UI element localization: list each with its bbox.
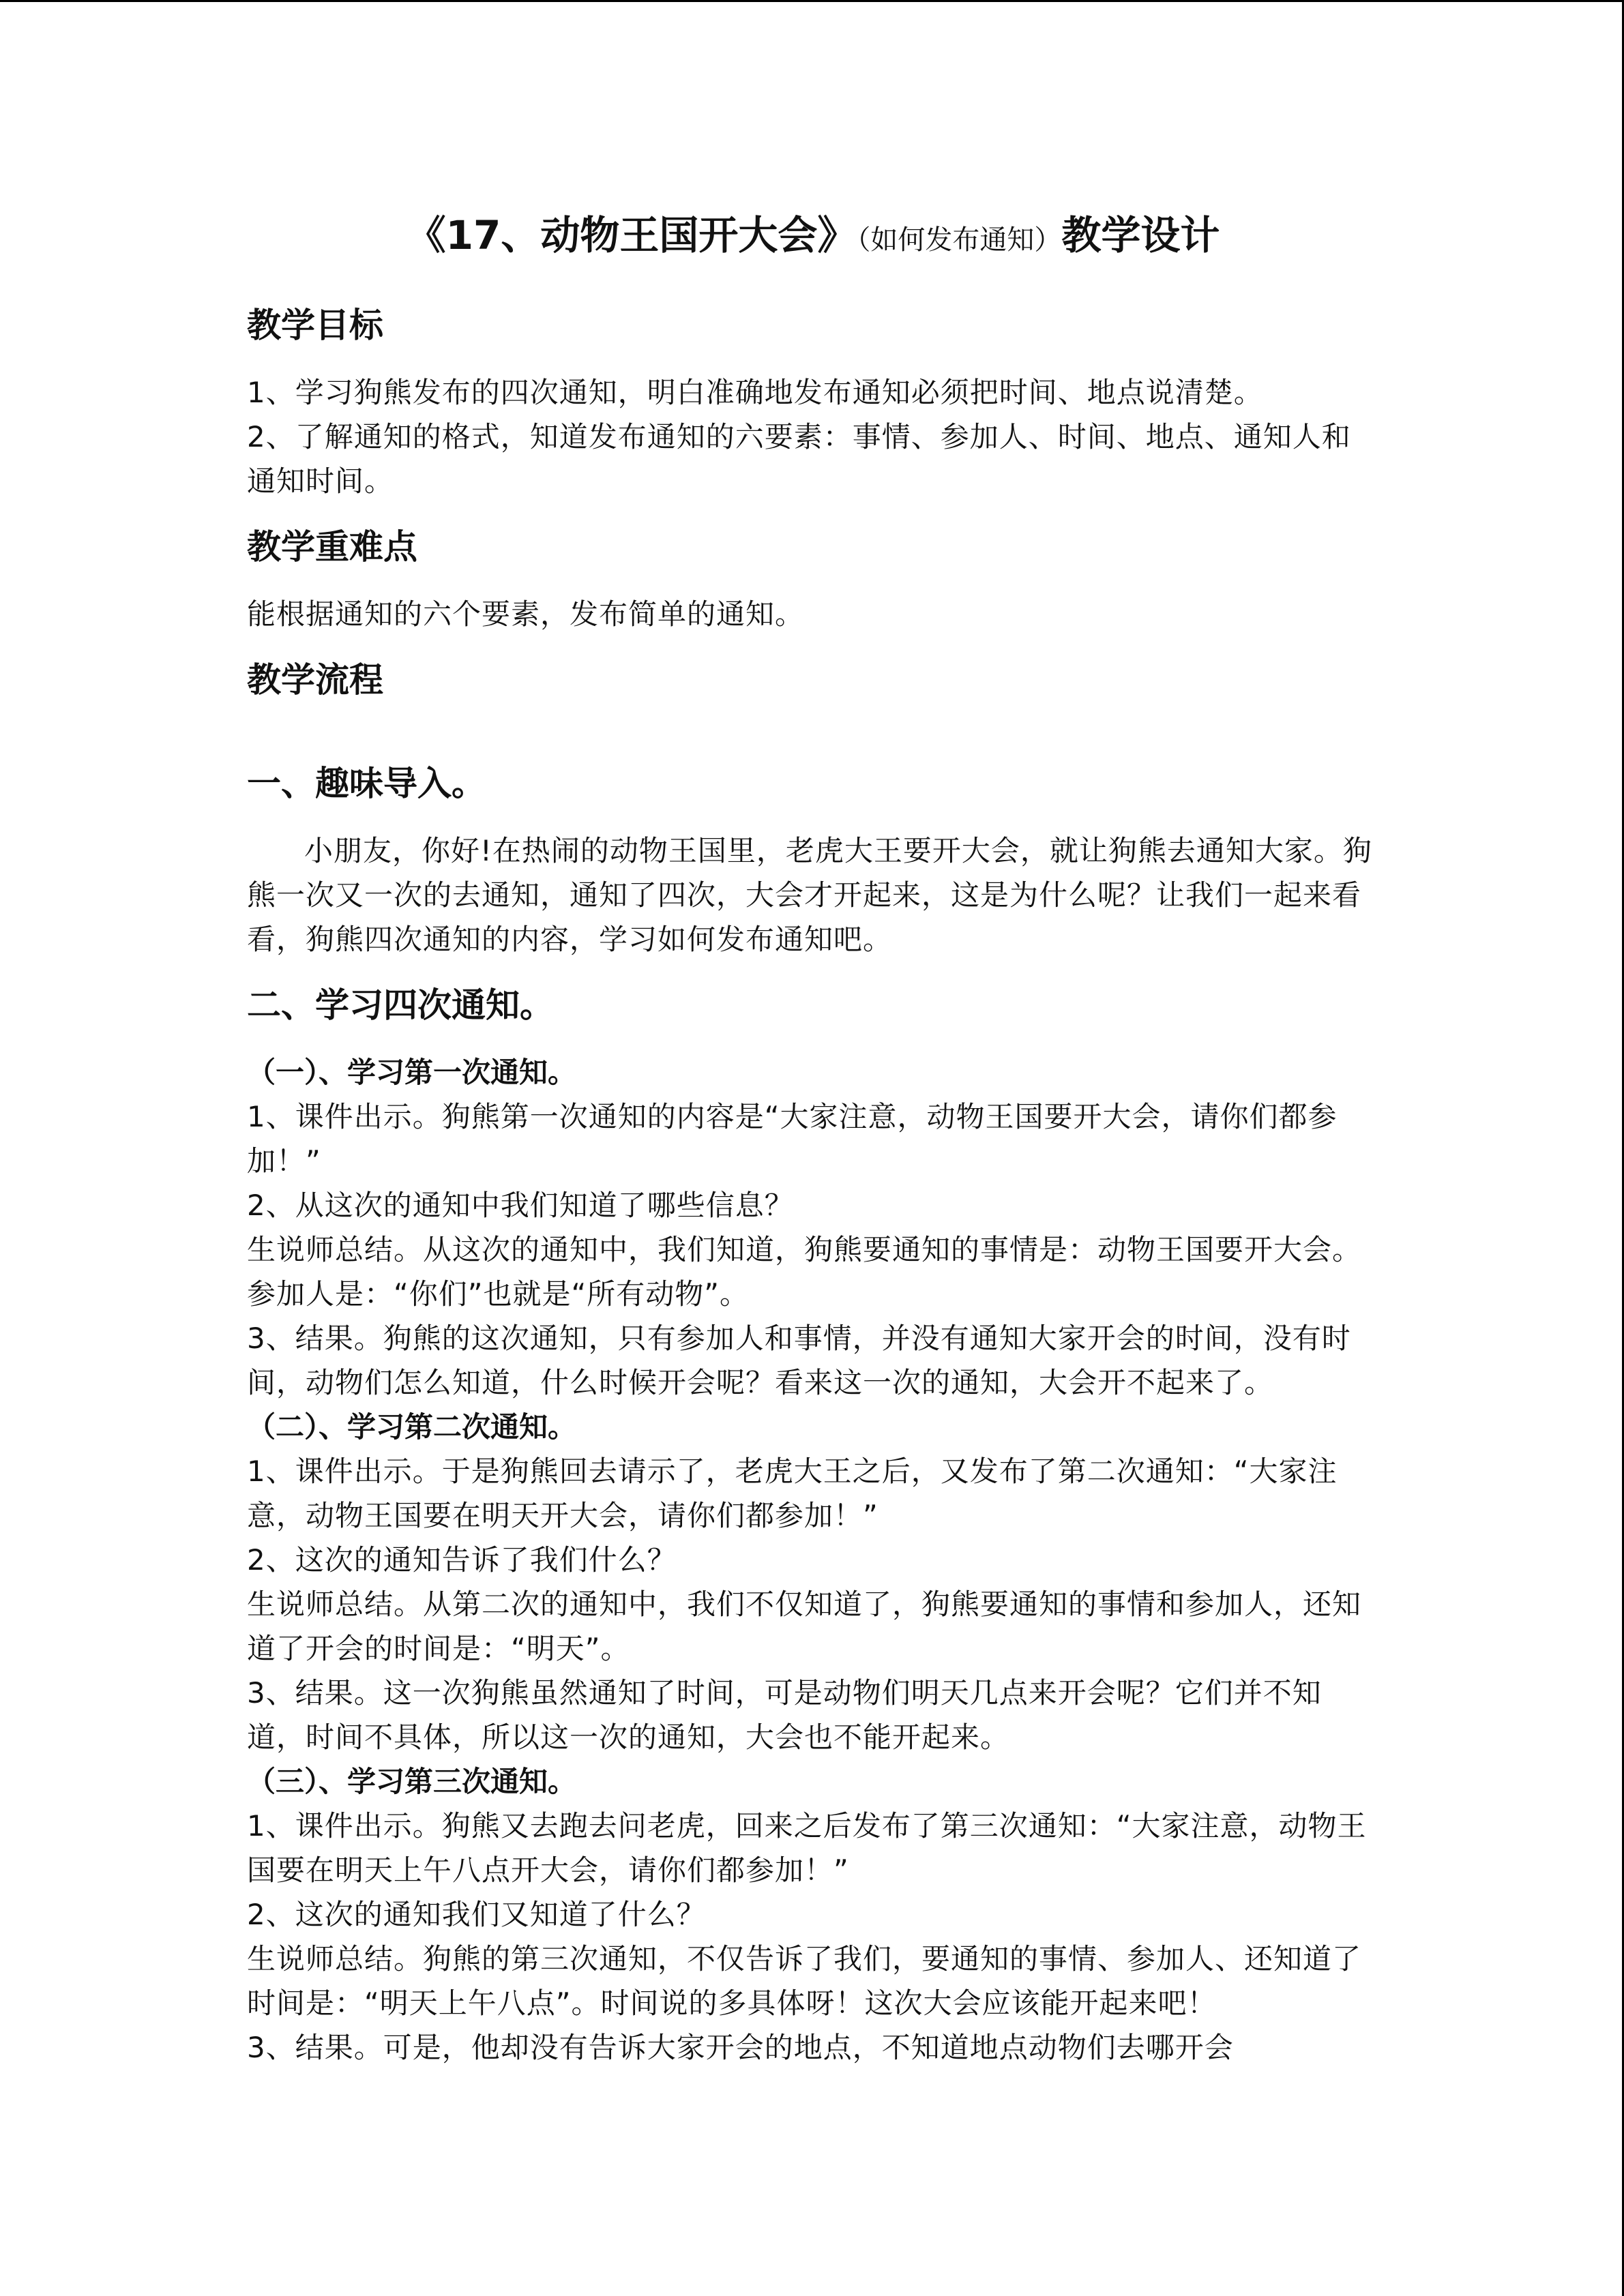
third-notice-line-4: 3、结果。可是，他却没有告诉大家开会的地点，不知道地点动物们去哪开会 xyxy=(247,2031,1234,2064)
part1-heading: 一、趣味导入。 xyxy=(247,764,486,803)
title-subtitle: （如何发布通知） xyxy=(857,224,1062,256)
first-notice-line-3: 生说师总结。从这次的通知中，我们知道，狗熊要通知的事情是：动物王国要开大会。参加人是：“你们”也就是“所有动物”。 xyxy=(247,1233,1362,1311)
third-notice-line-3: 生说师总结。狗熊的第三次通知，不仅告诉了我们，要通知的事情、参加人、还知道了时间是：“明天上午八点”。时间说的多具体呀！这次大会应该能开起来吧！ xyxy=(247,1942,1362,2020)
document-title xyxy=(247,205,1379,271)
document-body xyxy=(247,205,1379,2070)
first-notice-heading: （一）、学习第一次通知。 xyxy=(247,1056,577,1089)
page-top-border xyxy=(0,0,1624,2)
first-notice-line-4: 3、结果。狗熊的这次通知，只有参加人和事情，并没有通知大家开会的时间，没有时间，动物们怎么知道，什么时候开会呢？看来这一次的通知，大会开不起来了。 xyxy=(247,1322,1351,1399)
key-points-heading: 教学重难点 xyxy=(247,527,417,567)
second-notice-heading: （二）、学习第二次通知。 xyxy=(247,1410,577,1444)
goal-item-1: 1、学习狗熊发布的四次通知，明白准确地发布通知必须把时间、地点说清楚。 xyxy=(247,376,1263,409)
third-notice-heading: （三）、学习第三次通知。 xyxy=(247,1765,577,1798)
third-notice-line-2: 2、这次的通知我们又知道了什么？ xyxy=(247,1898,706,1931)
third-notice-line-1: 1、课件出示。狗熊又去跑去问老虎，回来之后发布了第三次通知：“大家注意，动物王国要在明天上午八点开大会，请你们都参加！” xyxy=(247,1809,1367,1887)
first-notice-line-2: 2、从这次的通知中我们知道了哪些信息？ xyxy=(247,1189,794,1222)
second-notice-line-4: 3、结果。这一次狗熊虽然通知了时间，可是动物们明天几点来开会呢？它们并不知道，时间不具体，所以这一次的通知，大会也不能开起来。 xyxy=(247,1676,1322,1754)
key-points-text: 能根据通知的六个要素，发布简单的通知。 xyxy=(247,597,805,631)
goals-heading: 教学目标 xyxy=(247,305,383,345)
second-notice-line-1: 1、课件出示。于是狗熊回去请示了，老虎大王之后，又发布了第二次通知：“大家注意，动物王国要在明天开大会，请你们都参加！” xyxy=(247,1455,1338,1532)
process-heading: 教学流程 xyxy=(247,660,383,700)
part2-heading: 二、学习四次通知。 xyxy=(247,985,554,1025)
first-notice-line-1: 1、课件出示。狗熊第一次通知的内容是“大家注意，动物王国要开大会，请你们都参加！” xyxy=(247,1100,1338,1178)
title-main-prefix: 《17、动物王国开大会》 xyxy=(406,212,857,258)
title-main-suffix: 教学设计 xyxy=(1061,212,1220,258)
second-notice-line-2: 2、这次的通知告诉了我们什么？ xyxy=(247,1543,677,1577)
goal-item-2: 2、了解通知的格式，知道发布通知的六要素：事情、参加人、时间、地点、通知人和通知时间。 xyxy=(247,420,1351,498)
part1-text: 小朋友，你好!在热闹的动物王国里，老虎大王要开大会，就让狗熊去通知大家。狗熊一次又一次的去通知，通知了四次，大会才开起来，这是为什么呢？让我们一起来看看，狗熊四次通知的内容，学习如何发布通知吧。 xyxy=(247,834,1372,956)
second-notice-line-3: 生说师总结。从第二次的通知中，我们不仅知道了，狗熊要通知的事情和参加人，还知道了开会的时间是：“明天”。 xyxy=(247,1587,1362,1665)
